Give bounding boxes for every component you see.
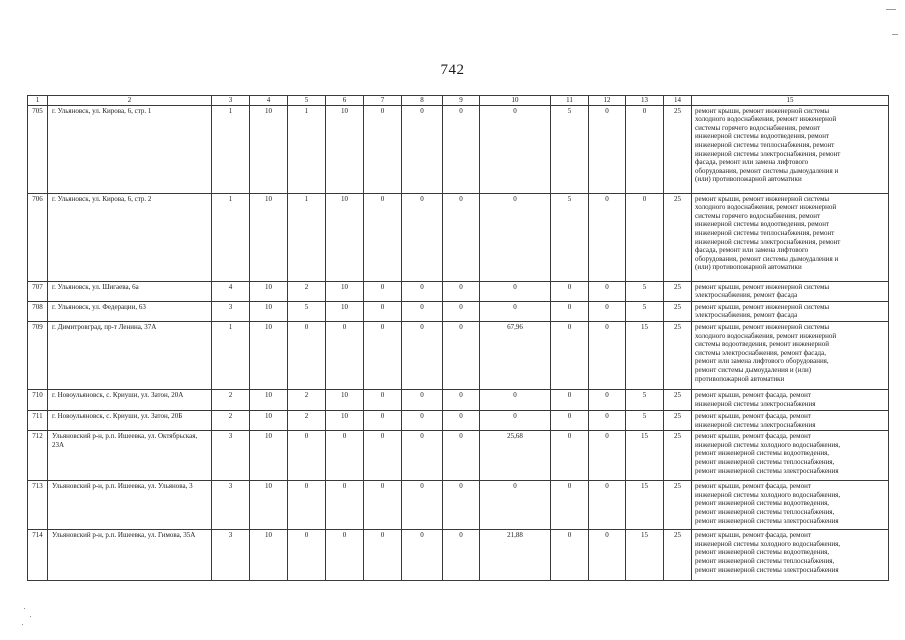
value-cell-col-7: 0 (364, 431, 402, 481)
value-cell-col-7: 0 (364, 389, 402, 410)
value-cell-col-4: 10 (250, 105, 288, 193)
row-number-cell: 713 (28, 481, 48, 530)
works-line: ремонт крыши, ремонт инженерной системы (695, 282, 830, 291)
works-line: электроснабжения, ремонт фасада (695, 291, 798, 300)
row-number-cell: 714 (28, 530, 48, 581)
works-line: системы горячего водоснабжения, ремонт (695, 123, 821, 132)
value-cell-col-12: 0 (589, 321, 626, 389)
works-line: противопожарной автоматики (695, 374, 785, 383)
value-cell-col-13: 15 (626, 321, 664, 389)
value-cell-col-8: 0 (402, 410, 443, 430)
value-cell-col-11: 5 (551, 193, 589, 281)
column-header-7: 7 (364, 96, 402, 106)
works-line: фасада, ремонт или замена лифтового (695, 246, 809, 255)
value-cell-col-11: 0 (551, 301, 589, 321)
works-line: фасада, ремонт или замена лифтового (695, 158, 809, 167)
works-line: системы водоотведения, ремонт инженерной (695, 340, 830, 349)
value-cell-col-14: 25 (664, 105, 692, 193)
value-cell-col-9: 0 (443, 530, 480, 581)
value-cell-col-10: 0 (480, 281, 551, 301)
works-line: системы электроснабжения, ремонт фасада, (695, 348, 826, 357)
value-cell-col-13: 15 (626, 431, 664, 481)
value-cell-col-14: 25 (664, 193, 692, 281)
works-list-cell (692, 389, 889, 410)
value-cell-col-6: 10 (326, 301, 364, 321)
works-line: холодного водоснабжения, ремонт инженерной (695, 331, 837, 340)
table-row (28, 410, 889, 430)
row-number-cell: 706 (28, 193, 48, 281)
works-line: инженерной системы холодного водоснабжения, (695, 539, 841, 548)
value-cell-col-3: 2 (212, 389, 250, 410)
address-cell: Ульяновский р-н, р.п. Ишеевка, ул. Октябрьская, 23А (48, 431, 212, 481)
value-cell-col-11: 0 (551, 389, 589, 410)
value-cell-col-5: 2 (288, 389, 326, 410)
column-header-14: 14 (664, 96, 692, 106)
value-cell-col-3: 3 (212, 431, 250, 481)
address-cell: г. Ульяновск, ул. Шигаева, 6а (48, 281, 212, 301)
value-cell-col-12: 0 (589, 481, 626, 530)
works-line: (или) противопожарной автоматики (695, 175, 802, 184)
row-number-cell: 712 (28, 431, 48, 481)
value-cell-col-10: 0 (480, 481, 551, 530)
value-cell-col-11: 0 (551, 410, 589, 430)
value-cell-col-14: 25 (664, 389, 692, 410)
value-cell-col-6: 0 (326, 530, 364, 581)
value-cell-col-3: 1 (212, 193, 250, 281)
works-line: инженерной системы электроснабжения, ремонт (695, 149, 841, 158)
works-line: системы горячего водоснабжения, ремонт (695, 211, 821, 220)
works-line: оборудования, ремонт системы дымоудаления и (695, 254, 839, 263)
value-cell-col-7: 0 (364, 193, 402, 281)
works-line: ремонт инженерной системы теплоснабжения, (695, 507, 835, 516)
address-cell: Ульяновский р-н, р.п. Ишеевка, ул. Ульянова, 3 (48, 481, 212, 530)
works-line: инженерной системы холодного водоснабжения, (695, 490, 841, 499)
value-cell-col-9: 0 (443, 431, 480, 481)
value-cell-col-12: 0 (589, 193, 626, 281)
scan-speck (30, 616, 31, 617)
value-cell-col-3: 3 (212, 530, 250, 581)
value-cell-col-9: 0 (443, 281, 480, 301)
value-cell-col-10: 21,88 (480, 530, 551, 581)
table-body (28, 96, 889, 581)
value-cell-col-7: 0 (364, 105, 402, 193)
works-line: ремонт инженерной системы электроснабжения (695, 466, 839, 475)
table-row (28, 301, 889, 321)
value-cell-col-10: 0 (480, 410, 551, 430)
value-cell-col-11: 0 (551, 431, 589, 481)
value-cell-col-3: 4 (212, 281, 250, 301)
row-number-cell: 711 (28, 410, 48, 430)
value-cell-col-8: 0 (402, 431, 443, 481)
value-cell-col-13: 0 (626, 193, 664, 281)
value-cell-col-6: 0 (326, 431, 364, 481)
works-line: холодного водоснабжения, ремонт инженерной (695, 203, 837, 212)
works-line: (или) противопожарной автоматики (695, 263, 802, 272)
value-cell-col-4: 10 (250, 321, 288, 389)
works-list-cell (692, 281, 889, 301)
value-cell-col-9: 0 (443, 193, 480, 281)
works-line: ремонт крыши, ремонт фасада, ремонт (695, 531, 811, 540)
works-line: ремонт инженерной системы электроснабжения (695, 565, 839, 574)
value-cell-col-8: 0 (402, 105, 443, 193)
table-row (28, 321, 889, 389)
value-cell-col-7: 0 (364, 410, 402, 430)
value-cell-col-8: 0 (402, 281, 443, 301)
value-cell-col-14: 25 (664, 301, 692, 321)
value-cell-col-10: 67,96 (480, 321, 551, 389)
address-cell: г. Ульяновск, ул. Кирова, 6, стр. 2 (48, 193, 212, 281)
value-cell-col-5: 0 (288, 481, 326, 530)
table-row (28, 281, 889, 301)
value-cell-col-12: 0 (589, 410, 626, 430)
value-cell-col-13: 5 (626, 389, 664, 410)
value-cell-col-6: 10 (326, 105, 364, 193)
scan-speck (24, 608, 25, 609)
value-cell-col-6: 0 (326, 481, 364, 530)
table-row (28, 389, 889, 410)
works-line: ремонт крыши, ремонт инженерной системы (695, 302, 830, 311)
value-cell-col-13: 0 (626, 105, 664, 193)
works-line: ремонт инженерной системы водоотведения, (695, 499, 830, 508)
address-cell: г. Новоульяновск, с. Криуши, ул. Затон, 20А (48, 389, 212, 410)
corner-tick-top-right-short (892, 34, 898, 35)
value-cell-col-11: 5 (551, 105, 589, 193)
value-cell-col-13: 5 (626, 281, 664, 301)
value-cell-col-4: 10 (250, 281, 288, 301)
works-line: ремонт крыши, ремонт инженерной системы (695, 106, 830, 115)
works-line: инженерной системы электроснабжения, ремонт (695, 237, 841, 246)
works-line: ремонт крыши, ремонт фасада, ремонт (695, 482, 811, 491)
works-line: оборудования, ремонт системы дымоудаления и (695, 166, 839, 175)
works-list-cell (692, 193, 889, 281)
value-cell-col-11: 0 (551, 530, 589, 581)
column-header-6: 6 (326, 96, 364, 106)
value-cell-col-8: 0 (402, 481, 443, 530)
works-line: инженерной системы электроснабжения (695, 399, 816, 408)
column-header-9: 9 (443, 96, 480, 106)
works-line: электроснабжения, ремонт фасада (695, 311, 798, 320)
value-cell-col-9: 0 (443, 410, 480, 430)
column-header-3: 3 (212, 96, 250, 106)
table-row (28, 481, 889, 530)
row-number-cell: 709 (28, 321, 48, 389)
value-cell-col-9: 0 (443, 321, 480, 389)
column-header-5: 5 (288, 96, 326, 106)
value-cell-col-3: 3 (212, 301, 250, 321)
value-cell-col-7: 0 (364, 281, 402, 301)
column-header-1: 1 (28, 96, 48, 106)
value-cell-col-7: 0 (364, 321, 402, 389)
value-cell-col-5: 0 (288, 431, 326, 481)
value-cell-col-12: 0 (589, 301, 626, 321)
column-header-11: 11 (551, 96, 589, 106)
value-cell-col-5: 5 (288, 301, 326, 321)
scan-speck (22, 624, 23, 625)
works-line: ремонт крыши, ремонт инженерной системы (695, 322, 830, 331)
value-cell-col-7: 0 (364, 530, 402, 581)
works-list-cell (692, 410, 889, 430)
value-cell-col-7: 0 (364, 301, 402, 321)
value-cell-col-13: 5 (626, 410, 664, 430)
column-header-4: 4 (250, 96, 288, 106)
column-header-2: 2 (48, 96, 212, 106)
column-number-row (28, 96, 889, 106)
value-cell-col-4: 10 (250, 431, 288, 481)
value-cell-col-3: 2 (212, 410, 250, 430)
value-cell-col-6: 10 (326, 281, 364, 301)
works-line: ремонт крыши, ремонт фасада, ремонт (695, 390, 811, 399)
works-list-cell (692, 530, 889, 581)
table-row (28, 193, 889, 281)
value-cell-col-9: 0 (443, 481, 480, 530)
works-line: ремонт инженерной системы водоотведения, (695, 449, 830, 458)
works-line: холодного водоснабжения, ремонт инженерной (695, 115, 837, 124)
value-cell-col-11: 0 (551, 481, 589, 530)
works-line: ремонт крыши, ремонт фасада, ремонт (695, 411, 811, 420)
value-cell-col-14: 25 (664, 281, 692, 301)
works-list-cell (692, 431, 889, 481)
column-header-15: 15 (692, 96, 889, 106)
works-list-cell (692, 301, 889, 321)
value-cell-col-3: 1 (212, 105, 250, 193)
table-row (28, 530, 889, 581)
value-cell-col-5: 0 (288, 321, 326, 389)
corner-tick-top-right (886, 9, 896, 10)
address-cell: Ульяновский р-н, р.п. Ишеевка, ул. Гимова, 35А (48, 530, 212, 581)
value-cell-col-14: 25 (664, 481, 692, 530)
works-line: инженерной системы теплоснабжения, ремонт (695, 140, 835, 149)
column-header-13: 13 (626, 96, 664, 106)
value-cell-col-8: 0 (402, 301, 443, 321)
repair-program-table (27, 95, 889, 581)
value-cell-col-12: 0 (589, 431, 626, 481)
value-cell-col-5: 1 (288, 193, 326, 281)
page-number: 742 (440, 62, 465, 78)
value-cell-col-12: 0 (589, 389, 626, 410)
works-line: ремонт инженерной системы водоотведения, (695, 548, 830, 557)
works-line: ремонт крыши, ремонт инженерной системы (695, 194, 830, 203)
value-cell-col-13: 15 (626, 530, 664, 581)
value-cell-col-4: 10 (250, 530, 288, 581)
value-cell-col-8: 0 (402, 321, 443, 389)
works-line: ремонт инженерной системы теплоснабжения, (695, 457, 835, 466)
works-line: инженерной системы водоотведения, ремонт (695, 220, 830, 229)
value-cell-col-5: 2 (288, 410, 326, 430)
value-cell-col-12: 0 (589, 105, 626, 193)
row-number-cell: 710 (28, 389, 48, 410)
value-cell-col-9: 0 (443, 389, 480, 410)
works-list-cell (692, 481, 889, 530)
address-cell: г. Ульяновск, ул. Федерации, 63 (48, 301, 212, 321)
value-cell-col-8: 0 (402, 530, 443, 581)
address-cell: г. Димитровград, пр-т Ленина, 37А (48, 321, 212, 389)
value-cell-col-4: 10 (250, 301, 288, 321)
value-cell-col-7: 0 (364, 481, 402, 530)
value-cell-col-4: 10 (250, 193, 288, 281)
works-line: инженерной системы теплоснабжения, ремонт (695, 228, 835, 237)
works-line: ремонт системы дымоудаления и (или) (695, 365, 812, 374)
address-cell: г. Ульяновск, ул. Кирова, 6, стр. 1 (48, 105, 212, 193)
row-number-cell: 708 (28, 301, 48, 321)
value-cell-col-10: 0 (480, 389, 551, 410)
value-cell-col-14: 25 (664, 431, 692, 481)
table-row (28, 105, 889, 193)
row-number-cell: 707 (28, 281, 48, 301)
works-list-cell (692, 321, 889, 389)
value-cell-col-11: 0 (551, 281, 589, 301)
value-cell-col-11: 0 (551, 321, 589, 389)
value-cell-col-4: 10 (250, 389, 288, 410)
value-cell-col-13: 5 (626, 301, 664, 321)
value-cell-col-10: 0 (480, 193, 551, 281)
works-line: ремонт или замена лифтового оборудования, (695, 357, 829, 366)
value-cell-col-4: 10 (250, 410, 288, 430)
value-cell-col-6: 10 (326, 410, 364, 430)
value-cell-col-9: 0 (443, 105, 480, 193)
value-cell-col-12: 0 (589, 281, 626, 301)
value-cell-col-6: 10 (326, 193, 364, 281)
value-cell-col-3: 3 (212, 481, 250, 530)
works-line: ремонт инженерной системы теплоснабжения, (695, 556, 835, 565)
value-cell-col-5: 0 (288, 530, 326, 581)
value-cell-col-6: 10 (326, 389, 364, 410)
value-cell-col-8: 0 (402, 389, 443, 410)
value-cell-col-10: 25,68 (480, 431, 551, 481)
value-cell-col-5: 2 (288, 281, 326, 301)
table-row (28, 431, 889, 481)
column-header-10: 10 (480, 96, 551, 106)
value-cell-col-8: 0 (402, 193, 443, 281)
value-cell-col-12: 0 (589, 530, 626, 581)
address-cell: г. Новоульяновск, с. Криуши, ул. Затон, 20Б (48, 410, 212, 430)
row-number-cell: 705 (28, 105, 48, 193)
works-line: инженерной системы водоотведения, ремонт (695, 132, 830, 141)
works-line: инженерной системы электроснабжения (695, 420, 816, 429)
works-line: ремонт инженерной системы электроснабжения (695, 516, 839, 525)
works-list-cell (692, 105, 889, 193)
value-cell-col-5: 1 (288, 105, 326, 193)
value-cell-col-14: 25 (664, 410, 692, 430)
value-cell-col-14: 25 (664, 321, 692, 389)
value-cell-col-10: 0 (480, 105, 551, 193)
works-line: инженерной системы холодного водоснабжения, (695, 440, 841, 449)
works-line: ремонт крыши, ремонт фасада, ремонт (695, 432, 811, 441)
value-cell-col-9: 0 (443, 301, 480, 321)
value-cell-col-10: 0 (480, 301, 551, 321)
column-header-8: 8 (402, 96, 443, 106)
value-cell-col-14: 25 (664, 530, 692, 581)
value-cell-col-3: 1 (212, 321, 250, 389)
value-cell-col-6: 0 (326, 321, 364, 389)
value-cell-col-13: 15 (626, 481, 664, 530)
value-cell-col-4: 10 (250, 481, 288, 530)
column-header-12: 12 (589, 96, 626, 106)
